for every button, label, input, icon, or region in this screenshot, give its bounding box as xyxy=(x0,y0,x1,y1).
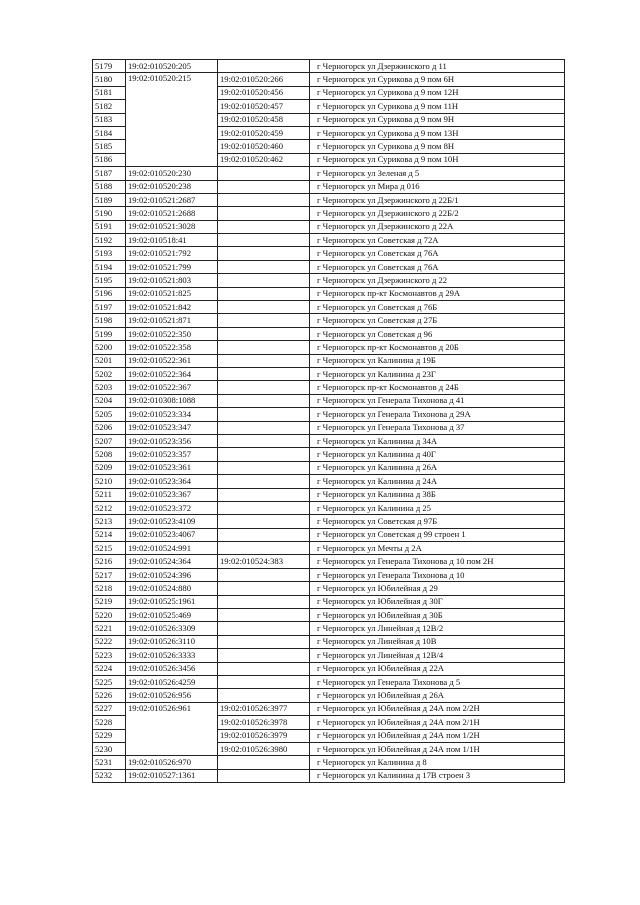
cadastral-number: 19:02:010521:792 xyxy=(126,247,218,260)
premises-cadastral-number: 19:02:010520:456 xyxy=(218,86,310,99)
address: г Черногорск ул Сурикова д 9 пом 8Н xyxy=(310,140,565,153)
row-number: 5215 xyxy=(93,542,126,555)
address: г Черногорск ул Генерала Тихонова д 5 xyxy=(310,675,565,688)
row-number: 5181 xyxy=(93,86,126,99)
row-number: 5198 xyxy=(93,314,126,327)
address: г Черногорск ул Генерала Тихонова д 29А xyxy=(310,408,565,421)
address: г Черногорск пр-кт Космонавтов д 24Б xyxy=(310,381,565,394)
premises-cadastral-number xyxy=(218,568,310,581)
premises-cadastral-number xyxy=(218,327,310,340)
address: г Черногорск ул Юбилейная д 24А пом 2/2Н xyxy=(310,702,565,715)
premises-cadastral-number xyxy=(218,394,310,407)
row-number: 5223 xyxy=(93,649,126,662)
row-number: 5221 xyxy=(93,622,126,635)
row-number: 5217 xyxy=(93,568,126,581)
table-row xyxy=(93,167,565,180)
table-row xyxy=(93,501,565,514)
premises-cadastral-number xyxy=(218,769,310,782)
premises-cadastral-number xyxy=(218,247,310,260)
cadastral-number: 19:02:010520:215 xyxy=(126,73,218,167)
table-row xyxy=(93,354,565,367)
row-number: 5231 xyxy=(93,756,126,769)
premises-cadastral-number xyxy=(218,582,310,595)
premises-cadastral-number xyxy=(218,367,310,380)
address: г Черногорск ул Юбилейная д 22А xyxy=(310,662,565,675)
premises-cadastral-number: 19:02:010526:3979 xyxy=(218,729,310,742)
premises-cadastral-number xyxy=(218,756,310,769)
premises-cadastral-number: 19:02:010526:3978 xyxy=(218,716,310,729)
row-number: 5219 xyxy=(93,595,126,608)
row-number: 5191 xyxy=(93,220,126,233)
premises-cadastral-number: 19:02:010526:3977 xyxy=(218,702,310,715)
premises-cadastral-number xyxy=(218,408,310,421)
cadastral-number: 19:02:010523:356 xyxy=(126,434,218,447)
table-row xyxy=(93,769,565,782)
premises-cadastral-number xyxy=(218,515,310,528)
table-row xyxy=(93,287,565,300)
row-number: 5189 xyxy=(93,193,126,206)
address: г Черногорск ул Советская д 76А xyxy=(310,260,565,273)
cadastral-number: 19:02:010524:364 xyxy=(126,555,218,568)
table-row xyxy=(93,756,565,769)
address: г Черногорск ул Калинина д 17В строен 3 xyxy=(310,769,565,782)
cadastral-number: 19:02:010524:396 xyxy=(126,568,218,581)
cadastral-number: 19:02:010523:334 xyxy=(126,408,218,421)
address: г Черногорск ул Дзержинского д 22А xyxy=(310,220,565,233)
cadastral-number: 19:02:010525:469 xyxy=(126,609,218,622)
address: г Черногорск ул Линейная д 10В xyxy=(310,635,565,648)
cadastral-number: 19:02:010521:842 xyxy=(126,301,218,314)
table-row xyxy=(93,568,565,581)
table-row xyxy=(93,247,565,260)
premises-cadastral-number xyxy=(218,180,310,193)
table-row xyxy=(93,180,565,193)
row-number: 5216 xyxy=(93,555,126,568)
premises-cadastral-number: 19:02:010524:383 xyxy=(218,555,310,568)
address: г Черногорск ул Мечты д 2А xyxy=(310,542,565,555)
table-row xyxy=(93,367,565,380)
table-row xyxy=(93,220,565,233)
cadastral-number: 19:02:010526:970 xyxy=(126,756,218,769)
address: г Черногорск ул Генерала Тихонова д 37 xyxy=(310,421,565,434)
address: г Черногорск ул Дзержинского д 22Б/2 xyxy=(310,207,565,220)
row-number: 5227 xyxy=(93,702,126,715)
address: г Черногорск ул Советская д 99 строен 1 xyxy=(310,528,565,541)
address: г Черногорск ул Калинина д 26А xyxy=(310,461,565,474)
cadastral-number: 19:02:010520:205 xyxy=(126,60,218,73)
address: г Черногорск ул Советская д 96 xyxy=(310,327,565,340)
address: г Черногорск ул Дзержинского д 11 xyxy=(310,60,565,73)
address: г Черногорск ул Сурикова д 9 пом 6Н xyxy=(310,73,565,86)
row-number: 5214 xyxy=(93,528,126,541)
premises-cadastral-number: 19:02:010520:266 xyxy=(218,73,310,86)
cadastral-number: 19:02:010520:230 xyxy=(126,167,218,180)
cadastral-number: 19:02:010308:1088 xyxy=(126,394,218,407)
premises-cadastral-number xyxy=(218,649,310,662)
premises-cadastral-number: 19:02:010520:457 xyxy=(218,100,310,113)
cadastral-number: 19:02:010526:3309 xyxy=(126,622,218,635)
cadastral-number: 19:02:010525:1961 xyxy=(126,595,218,608)
row-number: 5202 xyxy=(93,367,126,380)
address: г Черногорск ул Сурикова д 9 пом 11Н xyxy=(310,100,565,113)
premises-cadastral-number xyxy=(218,542,310,555)
row-number: 5197 xyxy=(93,301,126,314)
premises-cadastral-number: 19:02:010520:462 xyxy=(218,153,310,166)
cadastral-number: 19:02:010524:991 xyxy=(126,542,218,555)
premises-cadastral-number xyxy=(218,421,310,434)
premises-cadastral-number xyxy=(218,475,310,488)
registry-table xyxy=(92,59,565,783)
row-number: 5210 xyxy=(93,475,126,488)
row-number: 5213 xyxy=(93,515,126,528)
premises-cadastral-number: 19:02:010520:460 xyxy=(218,140,310,153)
row-number: 5200 xyxy=(93,341,126,354)
address: г Черногорск пр-кт Космонавтов д 20Б xyxy=(310,341,565,354)
premises-cadastral-number xyxy=(218,354,310,367)
address: г Черногорск ул Калинина д 8 xyxy=(310,756,565,769)
row-number: 5218 xyxy=(93,582,126,595)
table-row xyxy=(93,408,565,421)
address: г Черногорск ул Юбилейная д 30Б xyxy=(310,609,565,622)
address: г Черногорск ул Сурикова д 9 пом 9Н xyxy=(310,113,565,126)
address: г Черногорск ул Юбилейная д 24А пом 1/2Н xyxy=(310,729,565,742)
premises-cadastral-number xyxy=(218,622,310,635)
cadastral-number: 19:02:010521:825 xyxy=(126,287,218,300)
row-number: 5225 xyxy=(93,675,126,688)
premises-cadastral-number xyxy=(218,528,310,541)
row-number: 5230 xyxy=(93,742,126,755)
cadastral-number: 19:02:010523:361 xyxy=(126,461,218,474)
row-number: 5179 xyxy=(93,60,126,73)
table-row xyxy=(93,73,565,86)
cadastral-number: 19:02:010522:364 xyxy=(126,367,218,380)
address: г Черногорск ул Калинина д 34А xyxy=(310,434,565,447)
row-number: 5205 xyxy=(93,408,126,421)
cadastral-number: 19:02:010520:238 xyxy=(126,180,218,193)
table-row xyxy=(93,515,565,528)
cadastral-number: 19:02:010527:1361 xyxy=(126,769,218,782)
premises-cadastral-number xyxy=(218,434,310,447)
table-row xyxy=(93,635,565,648)
cadastral-number: 19:02:010526:3456 xyxy=(126,662,218,675)
cadastral-number: 19:02:010523:372 xyxy=(126,501,218,514)
cadastral-number: 19:02:010521:3028 xyxy=(126,220,218,233)
premises-cadastral-number xyxy=(218,595,310,608)
row-number: 5182 xyxy=(93,100,126,113)
cadastral-number: 19:02:010526:956 xyxy=(126,689,218,702)
cadastral-number: 19:02:010521:799 xyxy=(126,260,218,273)
row-number: 5203 xyxy=(93,381,126,394)
address: г Черногорск ул Калинина д 19Б xyxy=(310,354,565,367)
row-number: 5211 xyxy=(93,488,126,501)
row-number: 5187 xyxy=(93,167,126,180)
premises-cadastral-number xyxy=(218,260,310,273)
cadastral-number: 19:02:010523:364 xyxy=(126,475,218,488)
address: г Черногорск ул Дзержинского д 22Б/1 xyxy=(310,193,565,206)
row-number: 5188 xyxy=(93,180,126,193)
address: г Черногорск ул Генерала Тихонова д 41 xyxy=(310,394,565,407)
cadastral-number: 19:02:010523:367 xyxy=(126,488,218,501)
table-row xyxy=(93,582,565,595)
table-row xyxy=(93,488,565,501)
address: г Черногорск ул Линейная д 12В/4 xyxy=(310,649,565,662)
address: г Черногорск ул Юбилейная д 26А xyxy=(310,689,565,702)
cadastral-number: 19:02:010523:4067 xyxy=(126,528,218,541)
premises-cadastral-number xyxy=(218,609,310,622)
table-row xyxy=(93,702,565,715)
table-row xyxy=(93,542,565,555)
table-row xyxy=(93,622,565,635)
row-number: 5206 xyxy=(93,421,126,434)
address: г Черногорск ул Генерала Тихонова д 10 xyxy=(310,568,565,581)
address: г Черногорск ул Юбилейная д 30Г xyxy=(310,595,565,608)
table-row xyxy=(93,260,565,273)
row-number: 5186 xyxy=(93,153,126,166)
premises-cadastral-number xyxy=(218,60,310,73)
table-row xyxy=(93,448,565,461)
table-row xyxy=(93,649,565,662)
premises-cadastral-number xyxy=(218,448,310,461)
table-row xyxy=(93,314,565,327)
premises-cadastral-number xyxy=(218,675,310,688)
address: г Черногорск ул Калинина д 25 xyxy=(310,501,565,514)
cadastral-number: 19:02:010523:357 xyxy=(126,448,218,461)
premises-cadastral-number xyxy=(218,220,310,233)
address: г Черногорск ул Советская д 76А xyxy=(310,247,565,260)
cadastral-number: 19:02:010523:4109 xyxy=(126,515,218,528)
cadastral-number: 19:02:010522:350 xyxy=(126,327,218,340)
table-row xyxy=(93,327,565,340)
cadastral-number: 19:02:010524:880 xyxy=(126,582,218,595)
table-row xyxy=(93,689,565,702)
premises-cadastral-number xyxy=(218,301,310,314)
table-row xyxy=(93,461,565,474)
row-number: 5229 xyxy=(93,729,126,742)
table-row xyxy=(93,609,565,622)
address: г Черногорск ул Калинина д 24А xyxy=(310,475,565,488)
address: г Черногорск ул Сурикова д 9 пом 13Н xyxy=(310,126,565,139)
row-number: 5209 xyxy=(93,461,126,474)
table-row xyxy=(93,207,565,220)
address: г Черногорск ул Калинина д 40Г xyxy=(310,448,565,461)
address: г Черногорск ул Калинина д 23Г xyxy=(310,367,565,380)
row-number: 5208 xyxy=(93,448,126,461)
row-number: 5193 xyxy=(93,247,126,260)
row-number: 5183 xyxy=(93,113,126,126)
table-row xyxy=(93,60,565,73)
row-number: 5194 xyxy=(93,260,126,273)
cadastral-number: 19:02:010526:961 xyxy=(126,702,218,756)
cadastral-number: 19:02:010521:2688 xyxy=(126,207,218,220)
table-row xyxy=(93,675,565,688)
table-row xyxy=(93,234,565,247)
table-row xyxy=(93,434,565,447)
row-number: 5195 xyxy=(93,274,126,287)
row-number: 5204 xyxy=(93,394,126,407)
premises-cadastral-number xyxy=(218,381,310,394)
cadastral-number: 19:02:010522:358 xyxy=(126,341,218,354)
address: г Черногорск ул Советская д 72А xyxy=(310,234,565,247)
premises-cadastral-number xyxy=(218,314,310,327)
address: г Черногорск ул Калинина д 38Б xyxy=(310,488,565,501)
cadastral-number: 19:02:010522:367 xyxy=(126,381,218,394)
premises-cadastral-number xyxy=(218,341,310,354)
address: г Черногорск ул Советская д 27Б xyxy=(310,314,565,327)
table-row xyxy=(93,555,565,568)
premises-cadastral-number xyxy=(218,207,310,220)
premises-cadastral-number xyxy=(218,274,310,287)
row-number: 5199 xyxy=(93,327,126,340)
premises-cadastral-number xyxy=(218,501,310,514)
address: г Черногорск ул Советская д 76Б xyxy=(310,301,565,314)
premises-cadastral-number xyxy=(218,234,310,247)
row-number: 5224 xyxy=(93,662,126,675)
address: г Черногорск ул Зеленая д 5 xyxy=(310,167,565,180)
row-number: 5196 xyxy=(93,287,126,300)
premises-cadastral-number xyxy=(218,167,310,180)
address: г Черногорск ул Линейная д 12В/2 xyxy=(310,622,565,635)
premises-cadastral-number xyxy=(218,461,310,474)
cadastral-number: 19:02:010526:4259 xyxy=(126,675,218,688)
table-row xyxy=(93,394,565,407)
row-number: 5207 xyxy=(93,434,126,447)
row-number: 5232 xyxy=(93,769,126,782)
table-row xyxy=(93,274,565,287)
cadastral-number: 19:02:010526:3333 xyxy=(126,649,218,662)
address: г Черногорск пр-кт Космонавтов д 29А xyxy=(310,287,565,300)
address: г Черногорск ул Дзержинского д 22 xyxy=(310,274,565,287)
cadastral-number: 19:02:010522:361 xyxy=(126,354,218,367)
address: г Черногорск ул Юбилейная д 29 xyxy=(310,582,565,595)
address: г Черногорск ул Мира д 016 xyxy=(310,180,565,193)
address: г Черногорск ул Сурикова д 9 пом 12Н xyxy=(310,86,565,99)
premises-cadastral-number xyxy=(218,662,310,675)
table-row xyxy=(93,528,565,541)
row-number: 5212 xyxy=(93,501,126,514)
row-number: 5222 xyxy=(93,635,126,648)
row-number: 5180 xyxy=(93,73,126,86)
address: г Черногорск ул Юбилейная д 24А пом 2/1Н xyxy=(310,716,565,729)
cadastral-number: 19:02:010521:871 xyxy=(126,314,218,327)
premises-cadastral-number: 19:02:010520:459 xyxy=(218,126,310,139)
table-row xyxy=(93,301,565,314)
premises-cadastral-number xyxy=(218,689,310,702)
row-number: 5184 xyxy=(93,126,126,139)
premises-cadastral-number: 19:02:010526:3980 xyxy=(218,742,310,755)
address: г Черногорск ул Юбилейная д 24А пом 1/1Н xyxy=(310,742,565,755)
table-row xyxy=(93,381,565,394)
row-number: 5190 xyxy=(93,207,126,220)
cadastral-number: 19:02:010523:347 xyxy=(126,421,218,434)
row-number: 5226 xyxy=(93,689,126,702)
table-row xyxy=(93,662,565,675)
cadastral-number: 19:02:010518:41 xyxy=(126,234,218,247)
premises-cadastral-number xyxy=(218,488,310,501)
row-number: 5192 xyxy=(93,234,126,247)
table-row xyxy=(93,475,565,488)
registry-body xyxy=(93,60,565,783)
table-row xyxy=(93,193,565,206)
table-row xyxy=(93,421,565,434)
row-number: 5185 xyxy=(93,140,126,153)
premises-cadastral-number: 19:02:010520:458 xyxy=(218,113,310,126)
premises-cadastral-number xyxy=(218,287,310,300)
cadastral-number: 19:02:010526:3110 xyxy=(126,635,218,648)
premises-cadastral-number xyxy=(218,193,310,206)
row-number: 5220 xyxy=(93,609,126,622)
cadastral-number: 19:02:010521:2687 xyxy=(126,193,218,206)
row-number: 5228 xyxy=(93,716,126,729)
table-row xyxy=(93,341,565,354)
table-row xyxy=(93,595,565,608)
address: г Черногорск ул Сурикова д 9 пом 10Н xyxy=(310,153,565,166)
cadastral-number: 19:02:010521:803 xyxy=(126,274,218,287)
row-number: 5201 xyxy=(93,354,126,367)
address: г Черногорск ул Генерала Тихонова д 10 пом 2Н xyxy=(310,555,565,568)
premises-cadastral-number xyxy=(218,635,310,648)
address: г Черногорск ул Советская д 97Б xyxy=(310,515,565,528)
